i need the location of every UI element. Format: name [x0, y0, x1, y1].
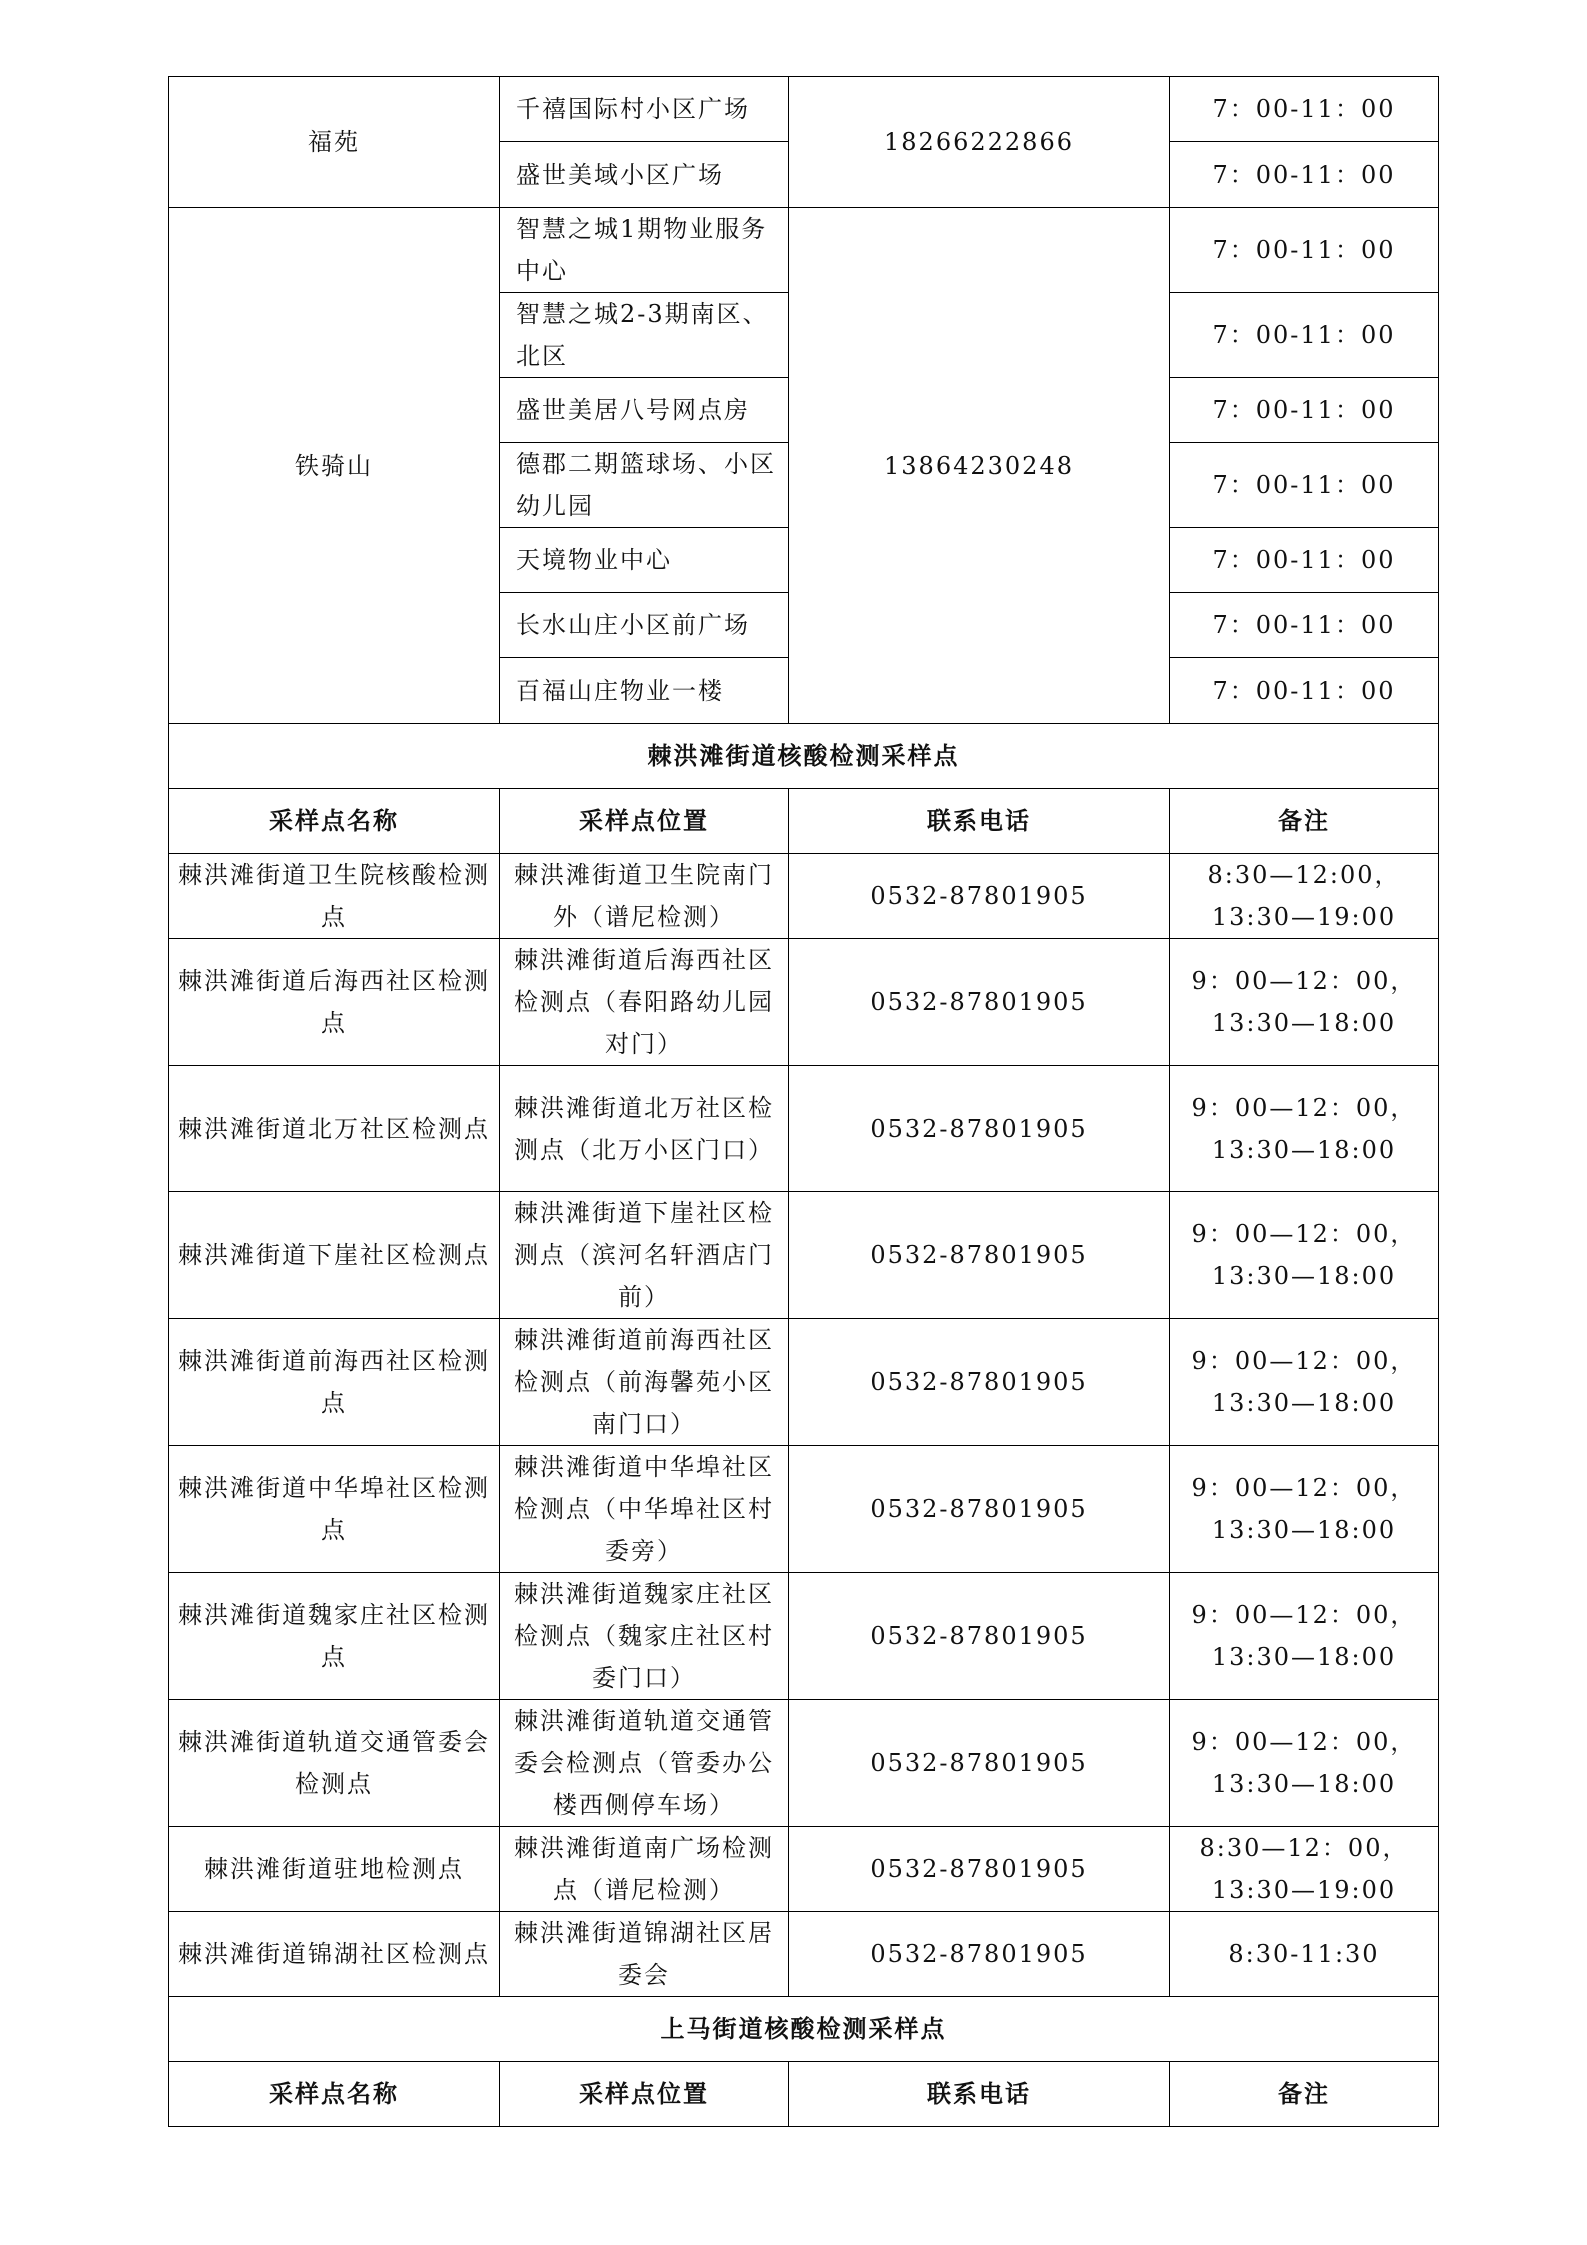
table-row — [169, 1912, 1439, 1997]
site-note: 8:30—12:00，13:30—19:00 — [1170, 854, 1439, 939]
site-location: 棘洪滩街道下崖社区检测点（滨河名轩酒店门前） — [500, 1192, 789, 1319]
community-name: 福苑 — [169, 77, 500, 208]
site-location: 棘洪滩街道中华埠社区检测点（中华埠社区村委旁） — [500, 1446, 789, 1573]
site-note: 9：00—12：00，13:30—18:00 — [1170, 1066, 1439, 1192]
site-note: 8:30—12：00，13:30—19:00 — [1170, 1827, 1439, 1912]
site-location: 棘洪滩街道魏家庄社区检测点（魏家庄社区村委门口） — [500, 1573, 789, 1700]
site-location: 盛世美域小区广场 — [500, 142, 789, 208]
site-name: 棘洪滩街道中华埠社区检测点 — [169, 1446, 500, 1573]
contact-phone: 0532-87801905 — [789, 1700, 1170, 1827]
contact-phone: 0532-87801905 — [789, 1446, 1170, 1573]
site-location: 天境物业中心 — [500, 528, 789, 593]
site-time: 7：00-11：00 — [1170, 443, 1439, 528]
contact-phone: 0532-87801905 — [789, 1573, 1170, 1700]
site-name: 棘洪滩街道前海西社区检测点 — [169, 1319, 500, 1446]
site-location: 德郡二期篮球场、小区幼儿园 — [500, 443, 789, 528]
site-note: 9：00—12：00，13:30—18:00 — [1170, 1192, 1439, 1319]
site-time: 7：00-11：00 — [1170, 593, 1439, 658]
table-row — [169, 1573, 1439, 1700]
contact-phone: 0532-87801905 — [789, 1912, 1170, 1997]
site-name: 棘洪滩街道卫生院核酸检测点 — [169, 854, 500, 939]
site-name: 棘洪滩街道下崖社区检测点 — [169, 1192, 500, 1319]
site-time: 7：00-11：00 — [1170, 293, 1439, 378]
site-time: 7：00-11：00 — [1170, 208, 1439, 293]
table-row — [169, 1700, 1439, 1827]
column-header: 联系电话 — [789, 789, 1170, 854]
contact-phone: 0532-87801905 — [789, 939, 1170, 1066]
section-title-row — [169, 724, 1439, 789]
site-name: 棘洪滩街道锦湖社区检测点 — [169, 1912, 500, 1997]
site-location: 棘洪滩街道后海西社区检测点（春阳路幼儿园对门） — [500, 939, 789, 1066]
site-note: 9：00—12：00，13:30—18:00 — [1170, 1446, 1439, 1573]
section-title: 棘洪滩街道核酸检测采样点 — [169, 724, 1439, 789]
site-name: 棘洪滩街道后海西社区检测点 — [169, 939, 500, 1066]
column-header: 采样点位置 — [500, 2062, 789, 2127]
contact-phone: 13864230248 — [789, 208, 1170, 724]
site-name: 棘洪滩街道驻地检测点 — [169, 1827, 500, 1912]
header-row — [169, 2062, 1439, 2127]
table-row — [169, 77, 1439, 142]
section-title-row — [169, 1997, 1439, 2062]
column-header: 备注 — [1170, 789, 1439, 854]
contact-phone: 18266222866 — [789, 77, 1170, 208]
table-row — [169, 1192, 1439, 1319]
table-row — [169, 208, 1439, 293]
column-header: 备注 — [1170, 2062, 1439, 2127]
site-note: 9：00—12：00，13:30—18:00 — [1170, 1700, 1439, 1827]
site-note: 9：00—12：00，13:30—18:00 — [1170, 1573, 1439, 1700]
site-location: 棘洪滩街道锦湖社区居委会 — [500, 1912, 789, 1997]
site-location: 棘洪滩街道轨道交通管委会检测点（管委办公楼西侧停车场） — [500, 1700, 789, 1827]
site-name: 棘洪滩街道轨道交通管委会检测点 — [169, 1700, 500, 1827]
site-time: 7：00-11：00 — [1170, 378, 1439, 443]
site-name: 棘洪滩街道北万社区检测点 — [169, 1066, 500, 1192]
site-note: 8:30-11:30 — [1170, 1912, 1439, 1997]
contact-phone: 0532-87801905 — [789, 1192, 1170, 1319]
site-location: 棘洪滩街道南广场检测点（谱尼检测） — [500, 1827, 789, 1912]
table-row — [169, 1319, 1439, 1446]
table-row — [169, 854, 1439, 939]
column-header: 采样点名称 — [169, 789, 500, 854]
table-row — [169, 939, 1439, 1066]
site-time: 7：00-11：00 — [1170, 528, 1439, 593]
site-time: 7：00-11：00 — [1170, 77, 1439, 142]
section-title: 上马街道核酸检测采样点 — [169, 1997, 1439, 2062]
column-header: 采样点位置 — [500, 789, 789, 854]
site-location: 棘洪滩街道北万社区检测点（北万小区门口） — [500, 1066, 789, 1192]
sampling-sites-table — [168, 76, 1439, 2127]
site-time: 7：00-11：00 — [1170, 658, 1439, 724]
site-location: 百福山庄物业一楼 — [500, 658, 789, 724]
site-note: 9：00—12：00，13:30—18:00 — [1170, 939, 1439, 1066]
site-name: 棘洪滩街道魏家庄社区检测点 — [169, 1573, 500, 1700]
site-location: 棘洪滩街道前海西社区检测点（前海馨苑小区南门口） — [500, 1319, 789, 1446]
site-location: 盛世美居八号网点房 — [500, 378, 789, 443]
site-location: 智慧之城2-3期南区、北区 — [500, 293, 789, 378]
site-location: 千禧国际村小区广场 — [500, 77, 789, 142]
site-location: 棘洪滩街道卫生院南门外（谱尼检测） — [500, 854, 789, 939]
site-location: 长水山庄小区前广场 — [500, 593, 789, 658]
contact-phone: 0532-87801905 — [789, 854, 1170, 939]
contact-phone: 0532-87801905 — [789, 1827, 1170, 1912]
site-time: 7：00-11：00 — [1170, 142, 1439, 208]
contact-phone: 0532-87801905 — [789, 1319, 1170, 1446]
table-row — [169, 1446, 1439, 1573]
community-name: 铁骑山 — [169, 208, 500, 724]
table-row — [169, 1827, 1439, 1912]
contact-phone: 0532-87801905 — [789, 1066, 1170, 1192]
column-header: 采样点名称 — [169, 2062, 500, 2127]
header-row — [169, 789, 1439, 854]
column-header: 联系电话 — [789, 2062, 1170, 2127]
site-location: 智慧之城1期物业服务中心 — [500, 208, 789, 293]
site-note: 9：00—12：00，13:30—18:00 — [1170, 1319, 1439, 1446]
table-row — [169, 1066, 1439, 1192]
